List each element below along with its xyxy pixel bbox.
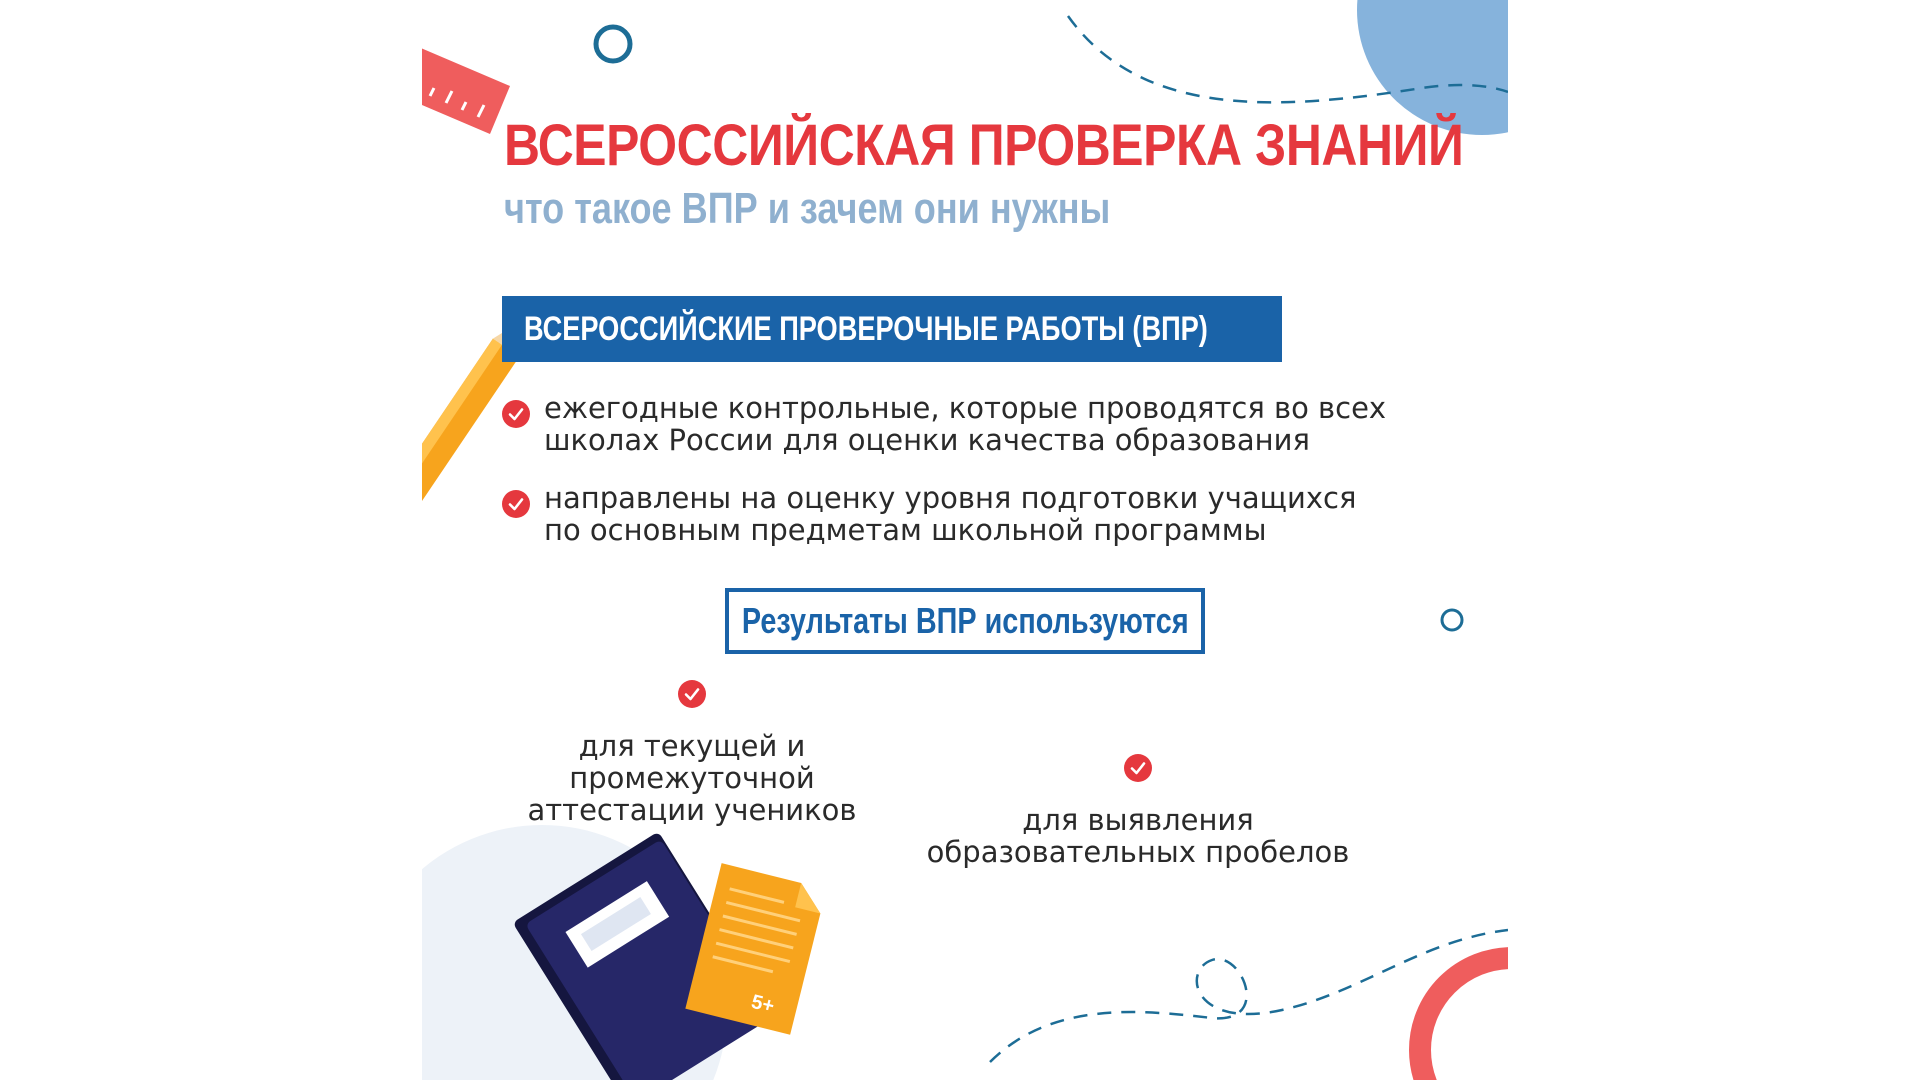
bullet-text-line: ежегодные контрольные, которые проводятся во всех [544, 391, 1387, 425]
results-heading-box [725, 588, 1205, 654]
ruler-icon [422, 40, 510, 134]
usage-text-line: образовательных пробелов [926, 835, 1350, 869]
bullet-text-line: по основным предметам школьной программы [544, 513, 1267, 547]
red-arc-decoration [1420, 958, 1508, 1080]
usage-item [462, 680, 922, 826]
page-subtitle: что такое ВПР и зачем они нужны [504, 184, 1111, 233]
paper-sheet-icon [685, 863, 826, 1035]
section-banner-label: ВСЕРОССИЙСКИЕ ПРОВЕРОЧНЫЕ РАБОТЫ (ВПР) [524, 309, 1208, 348]
bullet-item [502, 482, 1442, 546]
grade-label: 5+ [748, 990, 777, 1018]
bullet-item [502, 392, 1442, 456]
page-title: ВСЕРОССИЙСКАЯ ПРОВЕРКА ЗНАНИЙ [504, 113, 1464, 178]
usage-text-line: для текущей и промежуточной [569, 729, 815, 795]
check-icon [678, 680, 706, 708]
usage-text-line: для выявления [1022, 803, 1254, 837]
bullet-text-line: направлены на оценку уровня подготовки учащихся [544, 481, 1357, 515]
check-icon [502, 400, 530, 428]
usage-text-line: аттестации учеников [527, 793, 857, 827]
section-banner [502, 296, 1282, 362]
usage-item [888, 754, 1388, 868]
infographic-card [422, 0, 1508, 1080]
small-circle-decoration [1442, 610, 1462, 630]
outline-circle-decoration [596, 27, 630, 61]
results-heading: Результаты ВПР используются [741, 600, 1189, 641]
bullet-text-line: школах России для оценки качества образования [544, 423, 1310, 457]
check-icon [1124, 754, 1152, 782]
check-icon [502, 490, 530, 518]
